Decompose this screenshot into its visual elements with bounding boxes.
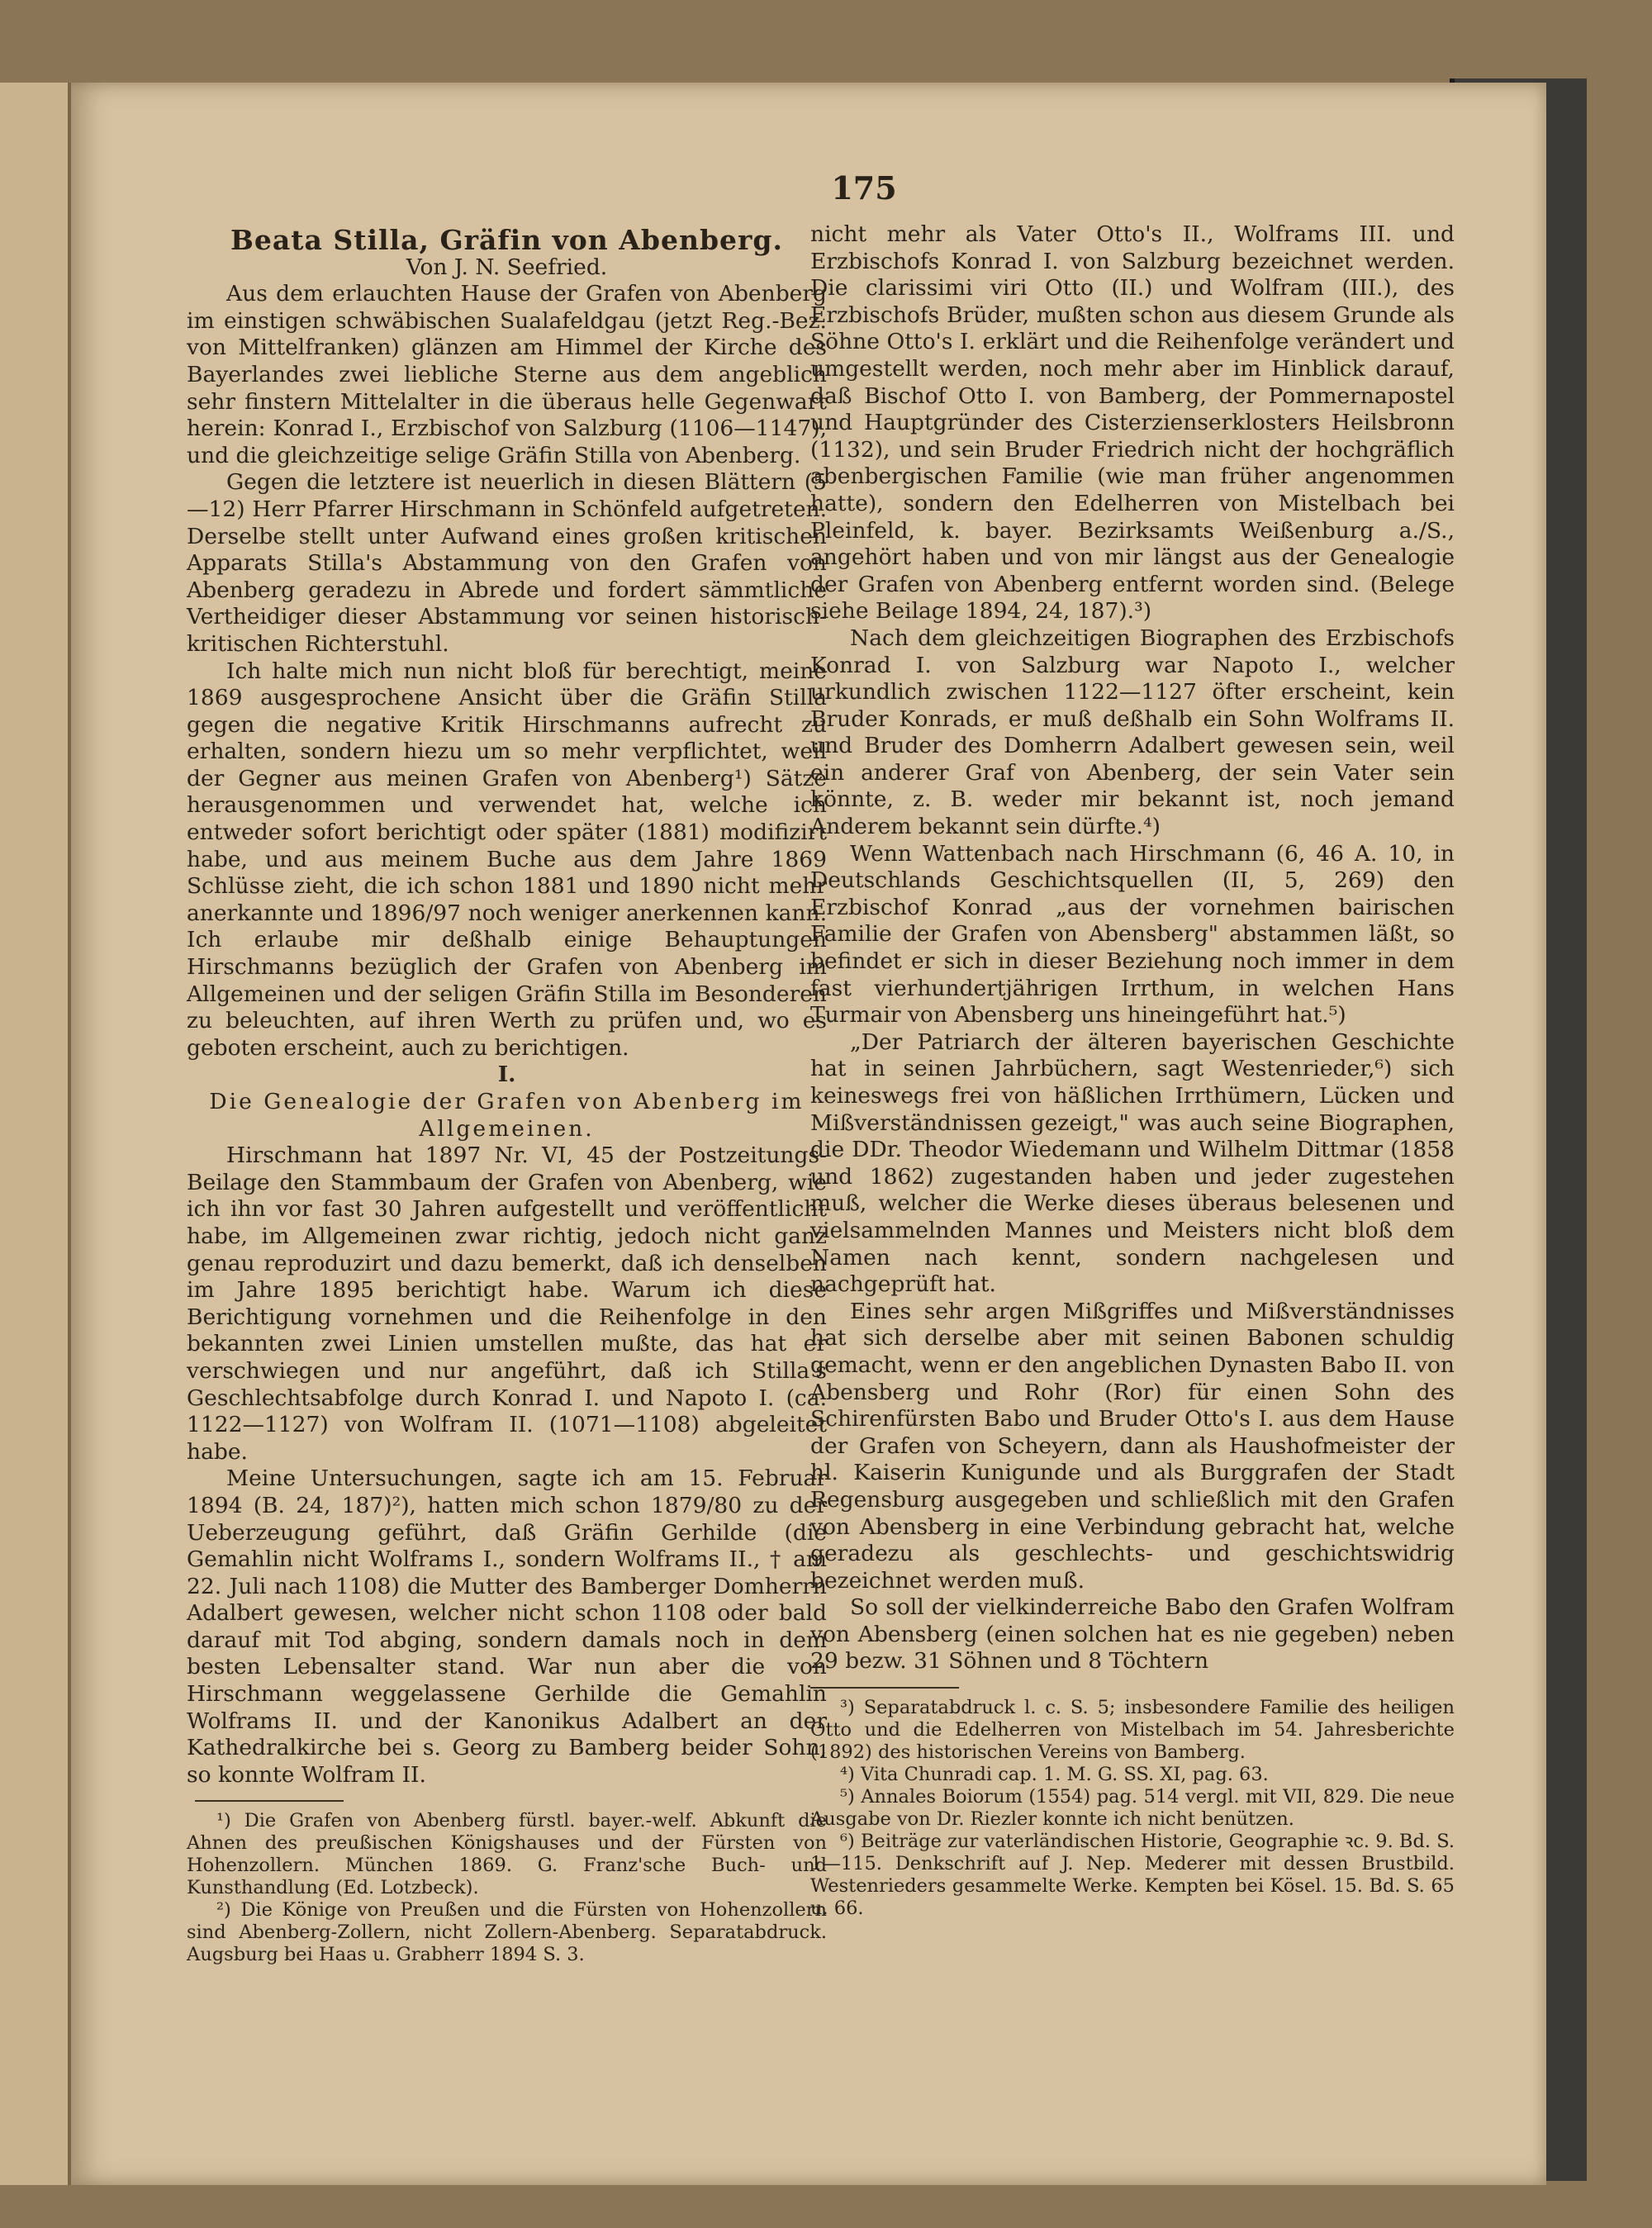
- right-column: [810, 221, 1455, 1920]
- body-paragraph: Wenn Wattenbach nach Hirschmann (6, 46 A. 10, in Deutschlands Geschichtsquellen (II, 5, 269) den Erzbischof Konrad „aus der vornehmen bairischen Familie der Grafen von Abensberg" abstammen läßt, so befindet er sich in dieser Beziehung noch immer in dem fast vierhundertjährigen Irrthum, in welchen Hans Turmair von Abensberg uns hineingeführt hat.⁵): [810, 840, 1455, 1028]
- left-column: [187, 224, 827, 1966]
- article-byline: Von J. N. Seefried.: [406, 254, 608, 280]
- section-paragraph: Meine Untersuchungen, sagte ich am 15. Februar 1894 (B. 24, 187)²), hatten mich schon 1879/80 zu der Ueberzeugung geführt, daß Gräfin Gerhilde (die Gemahlin nicht Wolframs I., sondern Wolframs II., † am 22. Juli nach 1108) die Mutter des Bamberger Domherrn Adalbert gewesen, welcher nicht schon 1108 oder bald darauf mit Tod abging, sondern damals noch in dem besten Lebensalter stand. War nun aber die von Hirschmann weggelassene Gerhilde die Gemahlin Wolframs II. und der Kanonikus Adalbert an der Kathedralkirche bei s. Georg zu Bamberg beider Sohn, so konnte Wolfram II.: [187, 1466, 827, 1788]
- body-paragraph: Nach dem gleichzeitigen Biographen des Erzbischofs Konrad I. von Salzburg war Napoto I., welcher urkundlich zwischen 1122—1127 öfter erscheint, kein Bruder Konrads, er muß deßhalb ein Sohn Wolframs II. und Bruder des Domherrn Adalbert gewesen sein, weil ein anderer Graf von Abenberg, der sein Vater sein könnte, z. B. weder mir bekannt ist, noch jemand Anderem bekannt sein dürfte.⁴): [810, 625, 1455, 840]
- body-paragraph: nicht mehr als Vater Otto's II., Wolframs III. und Erzbischofs Konrad I. von Salzburg bezeichnet werden. Die clarissimi viri Otto (II.) und Wolfram (III.), des Erzbischofs Brüder, mußten schon aus diesem Grunde als Söhne Otto's I. erklärt und die Reihenfolge verändert und umgestellt werden, noch mehr aber im Hinblick darauf, daß Bischof Otto I. von Bamberg, der Pommernapostel und Hauptgründer des Cisterzienserklosters Heilsbronn (1132), und sein Bruder Friedrich nicht der hochgräflich abenbergischen Familie (wie man früher angenommen hatte), sondern den Edelherren von Mistelbach bei Pleinfeld, k. bayer. Bezirksamts Weißenburg a./S., angehört haben und von mir längst aus der Genealogie der Grafen von Abenberg entfernt worden sind. (Belege siehe Beilage 1894, 24, 187).³): [810, 221, 1455, 625]
- footnote: ³) Separatabdruck l. c. S. 5; insbesondere Familie des heiligen Otto und die Edelherren von Mistelbach im 54. Jahresberichte (1892) des historischen Vereins von Bamberg.: [810, 1697, 1455, 1764]
- body-paragraph: So soll der vielkinderreiche Babo den Grafen Wolfram von Abensberg (einen solchen hat es nie gegeben) neben 29 bezw. 31 Söhnen und 8 Töchtern: [810, 1594, 1455, 1675]
- body-paragraph: „Der Patriarch der älteren bayerischen Geschichte hat in seinen Jahrbüchern, sagt Westenrieder,⁶) sich keineswegs frei von häßlichen Irrthümern, Lücken und Mißverständnissen gezeigt," was auch seine Biographen, die DDr. Theodor Wiedemann und Wilhelm Dittmar (1858 und 1862) zugestanden haben und jeder zugestehen muß, welcher die Werke dieses überaus belesenen und vielsammelnden Mannes und Meisters nicht bloß dem Namen nach kennt, sondern nachgelesen und nachgeprüft hat.: [810, 1028, 1455, 1298]
- section-number: I.: [497, 1062, 516, 1088]
- footnote-rule: [810, 1687, 959, 1689]
- article-title: Beata Stilla, Gräfin von Abenberg.: [230, 224, 783, 256]
- section-title: Die Genealogie der Grafen von Abenberg im Allgemeinen.: [209, 1089, 805, 1142]
- footnote-rule: [195, 1800, 344, 1802]
- intro-paragraph: Aus dem erlauchten Hause der Grafen von Abenberg im einstigen schwäbischen Sualafeldgau (jetzt Reg.-Bez. von Mittelfranken) glänzen am Himmel der Kirche des Bayerlandes zwei liebliche Sterne aus dem angeblich sehr finstern Mittelalter in die überaus helle Gegenwart herein: Konrad I., Erzbischof von Salzburg (1106—1147), und die gleichzeitige selige Gräfin Stilla von Abenberg.: [187, 281, 827, 468]
- previous-page-edge: [0, 83, 71, 2185]
- footnote: ⁴) Vita Chunradi cap. 1. M. G. SS. XI, pag. 63.: [840, 1764, 1269, 1786]
- intro-paragraph: Ich halte mich nun nicht bloß für berechtigt, meine 1869 ausgesprochene Ansicht über die Gräfin Stilla gegen die negative Kritik Hirschmanns aufrecht zu erhalten, sondern hiezu um so mehr verpflichtet, weil der Gegner aus meinen Grafen von Abenberg¹) Sätze herausgenommen und verwendet hat, welche ich entweder sofort berichtigt oder später (1881) modifizirt habe, und aus meinem Buche aus dem Jahre 1869 Schlüsse zieht, die ich schon 1881 und 1890 nicht mehr anerkannte und 1896/97 noch weniger anerkennen kann. Ich erlaube mir deßhalb einige Behauptungen Hirschmanns bezüglich der Grafen von Abenberg im Allgemeinen und der seligen Gräfin Stilla im Besonderen zu beleuchten, auf ihren Werth zu prüfen und, wo es geboten erscheint, auch zu berichtigen.: [187, 658, 827, 1061]
- footnote: ⁶) Beiträge zur vaterländischen Historie, Geographie ꝛc. 9. Bd. S. 1—115. Denkschrift auf J. Nep. Mederer mit dessen Brustbild. Westenrieders gesammelte Werke. Kempten bei Kösel. 15. Bd. S. 65 u. 66.: [810, 1831, 1455, 1920]
- body-paragraph: Eines sehr argen Mißgriffes und Mißverständnisses hat sich derselbe aber mit seinen Babonen schuldig gemacht, wenn er den angeblichen Dynasten Babo II. von Abensberg und Rohr (Ror) für einen Sohn des Schirenfürsten Babo und Bruder Otto's I. aus dem Hause der Grafen von Scheyern, dann als Haushofmeister der hl. Kaiserin Kunigunde und als Burggrafen der Stadt Regensburg ausgegeben und schließlich mit den Grafen von Abensberg in eine Verbindung gebracht hat, welche geradezu als geschlechts- und geschichtswidrig bezeichnet werden muß.: [810, 1298, 1455, 1594]
- footnote: ¹) Die Grafen von Abenberg fürstl. bayer.-welf. Abkunft die Ahnen des preußischen Königshauses und der Fürsten von Hohenzollern. München 1869. G. Franz'sche Buch- und Kunsthandlung (Ed. Lotzbeck).: [187, 1810, 827, 1899]
- page-number: 175: [831, 169, 897, 207]
- intro-paragraph: Gegen die letztere ist neuerlich in diesen Blättern (5—12) Herr Pfarrer Hirschmann in Schönfeld aufgetreten. Derselbe stellt unter Aufwand eines großen kritischen Apparats Stilla's Abstammung von den Grafen von Abenberg geradezu in Abrede und fordert sämmtliche Vertheidiger dieser Abstammung vor seinen historisch-kritischen Richterstuhl.: [187, 469, 827, 657]
- footnote: ⁵) Annales Boiorum (1554) pag. 514 vergl. mit VII, 829. Die neue Ausgabe von Dr. Riezler konnte ich nicht benützen.: [810, 1786, 1455, 1831]
- section-paragraph: Hirschmann hat 1897 Nr. VI, 45 der Postzeitungs-Beilage den Stammbaum der Grafen von Abenberg, wie ich ihn vor fast 30 Jahren aufgestellt und veröffentlicht habe, im Allgemeinen zwar richtig, jedoch nicht ganz genau reproduzirt und dazu bemerkt, daß ich denselben im Jahre 1895 berichtigt habe. Warum ich diese Berichtigung vornehmen und die Reihenfolge in den bekannten zwei Linien umstellen mußte, das hat er verschwiegen und nur angeführt, daß ich Stilla's Geschlechtsabfolge durch Konrad I. und Napoto I. (ca. 1122—1127) von Wolfram II. (1071—1108) abgeleitet habe.: [187, 1143, 827, 1465]
- book-page: [71, 83, 1546, 2185]
- footnote: ²) Die Könige von Preußen und die Fürsten von Hohenzollern sind Abenberg-Zollern, nicht Zollern-Abenberg. Separatabdruck. Augsburg bei Haas u. Grabherr 1894 S. 3.: [187, 1899, 827, 1966]
